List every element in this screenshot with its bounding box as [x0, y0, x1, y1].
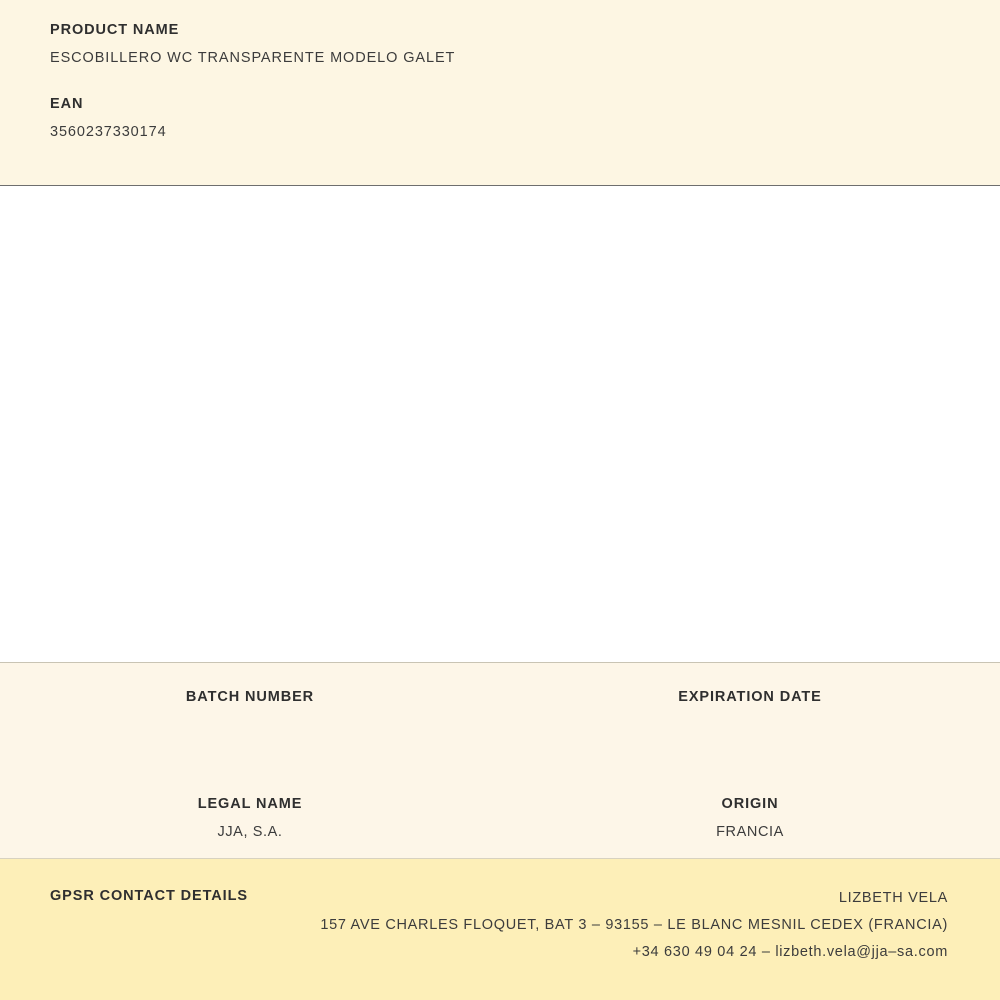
ean-value: 3560237330174 — [50, 124, 167, 140]
contact-address: 157 AVE CHARLES FLOQUET, BAT 3 – 93155 – LE BLANC MESNIL CEDEX (FRANCIA) — [320, 917, 948, 933]
expiration-date-cell — [500, 689, 1000, 734]
origin-label: ORIGIN — [721, 796, 779, 812]
product-info-section — [0, 0, 1000, 186]
product-image-area — [0, 186, 1000, 663]
legal-name-label: LEGAL NAME — [197, 796, 303, 812]
batch-row — [0, 689, 1000, 734]
ean-label: EAN — [50, 96, 84, 112]
batch-number-value — [0, 717, 500, 734]
legal-name-cell — [0, 796, 500, 841]
contact-name: LIZBETH VELA — [838, 890, 948, 906]
origin-cell — [500, 796, 1000, 841]
product-name-value: ESCOBILLERO WC TRANSPARENTE MODELO GALET — [50, 50, 456, 66]
batch-number-cell — [0, 689, 500, 734]
legal-name-value: JJA, S.A. — [217, 824, 283, 840]
contact-phone-email: +34 630 49 04 24 – lizbeth.vela@jja–sa.com — [632, 944, 948, 960]
expiration-date-value — [500, 717, 1000, 734]
ean-block — [50, 96, 950, 140]
expiration-date-label: EXPIRATION DATE — [678, 689, 822, 705]
product-name-block — [50, 22, 950, 66]
gpsr-contact-label: GPSR CONTACT DETAILS — [50, 888, 248, 904]
batch-number-label: BATCH NUMBER — [185, 689, 315, 705]
product-name-label: PRODUCT NAME — [50, 22, 180, 38]
legal-row — [0, 796, 1000, 841]
batch-details-section — [0, 663, 1000, 859]
origin-value: FRANCIA — [716, 824, 784, 840]
gpsr-contact-section — [0, 859, 1000, 1000]
